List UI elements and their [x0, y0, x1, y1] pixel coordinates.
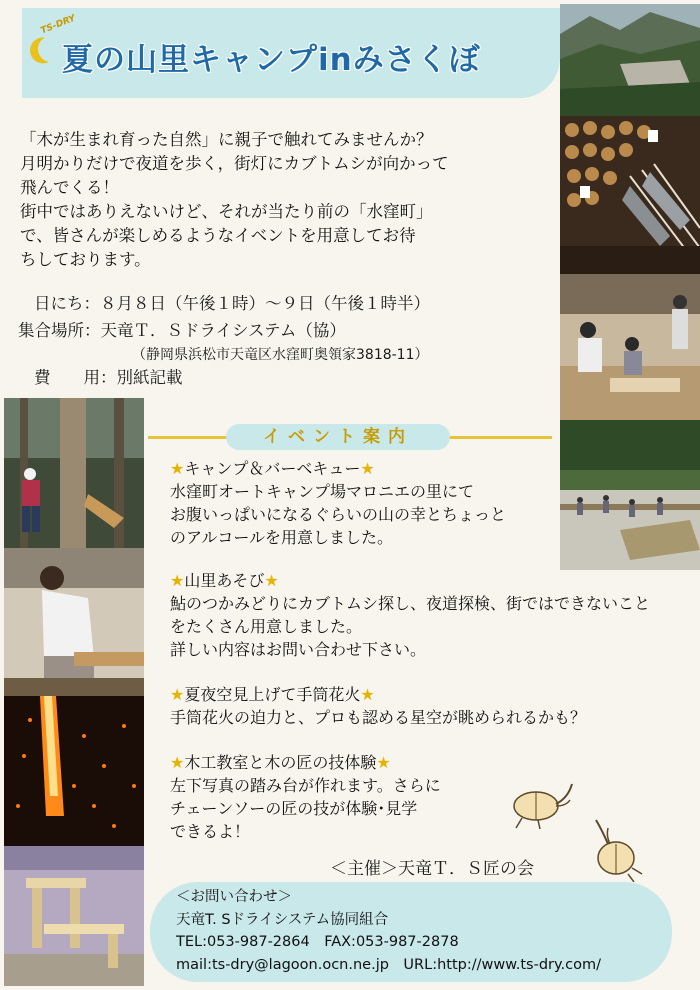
star-icon: ★: [376, 753, 391, 772]
fee-value: 別紙記載: [116, 368, 183, 387]
event-line: のアルコールを用意しました。: [170, 528, 394, 547]
section-heading: イベント案内: [263, 427, 413, 447]
intro-line: ちしております。: [20, 250, 151, 269]
event-title: [170, 750, 391, 773]
event-description: [170, 774, 441, 843]
intro-line: で、皆さんが楽しめるようなイベントを用意してお待: [20, 226, 416, 245]
event-description: [170, 480, 506, 549]
intro-line: 飛んでくる！: [20, 178, 119, 197]
photo-grilled-food: [560, 116, 700, 274]
event-line: 水窪町オートキャンプ場マロニエの里にて: [170, 482, 475, 501]
star-icon: ★: [170, 753, 185, 772]
fee-row: [34, 364, 183, 388]
intro-line: 月明かりだけで夜道を歩く，街灯にカブトムシが向かって: [20, 154, 449, 173]
place-value: 天竜Ｔ．Ｓドライシステム（協）: [100, 321, 346, 340]
photo-river-camp: [560, 420, 700, 570]
address: （静岡県浜松市天竜区水窪町奥領家3818-11）: [132, 347, 429, 363]
brand-mark: TS-DRY: [39, 13, 77, 37]
beetle-icon: [508, 780, 580, 830]
star-icon: ★: [360, 459, 375, 478]
star-icon: ★: [360, 685, 375, 704]
star-icon: ★: [170, 571, 185, 590]
event-line: 詳しい内容はお問い合わせ下さい。: [170, 640, 427, 659]
date-value: ８月８日（午後１時）～９日（午後１時半）: [100, 294, 430, 313]
fee-label: 費 用：: [34, 368, 117, 387]
organizer: ＜主催＞天竜Ｔ．Ｓ匠の会: [330, 859, 534, 879]
intro-line: 街中ではありえないけど、それが当たり前の「水窪町」: [20, 202, 433, 221]
event-line: できるよ！: [170, 822, 251, 841]
place-row: [18, 317, 346, 341]
photo-chainsaw-tree: [4, 398, 144, 548]
star-icon: ★: [264, 571, 279, 590]
date-row: [34, 290, 430, 314]
photo-hand-fireworks: [4, 696, 144, 846]
event-title-text: キャンプ＆バーベキュー: [184, 459, 361, 478]
intro-text: [20, 128, 560, 272]
page-title: 夏の山里キャンプinみさくぼ: [62, 42, 481, 78]
place-label: 集合場所：: [18, 321, 101, 340]
photo-wooden-step-stool: [4, 846, 144, 986]
intro-line: 「木が生まれ育った自然」に親子で触れてみませんか？: [20, 130, 433, 149]
photo-mountain-valley: [560, 4, 700, 116]
contact-org: 天竜T. Sドライシステム協同組合: [176, 911, 389, 928]
event-title: [170, 568, 279, 591]
contact-phone: TEL:053-987-2864 FAX:053-987-2878: [176, 934, 459, 950]
photo-woodworking-class: [560, 274, 700, 420]
event-line: 左下写真の踏み台が作れます。さらに: [170, 776, 441, 795]
contact-heading: ＜お問い合わせ＞: [176, 889, 292, 905]
event-line: をたくさん用意しました。: [170, 617, 363, 636]
event-title-text: 木工教室と木の匠の技体験: [184, 753, 377, 772]
event-line: 鮎のつかみどりにカブトムシ探し、夜道探検、街ではできないこと: [170, 594, 651, 613]
beetle-icon: [588, 816, 644, 882]
contact-web: mail:ts-dry@lagoon.ocn.ne.jp URL:http://www.ts-dry.com/: [176, 956, 601, 973]
photo-carpenter: [4, 548, 144, 696]
event-title: [170, 456, 375, 479]
event-title: [170, 682, 375, 705]
event-title-text: 夏夜空見上げて手筒花火: [184, 685, 361, 704]
date-label: 日にち：: [34, 294, 100, 313]
event-line: チェーンソーの匠の技が体験･見学: [170, 799, 418, 818]
contact-info: [176, 886, 601, 976]
star-icon: ★: [170, 459, 185, 478]
event-description: [170, 592, 650, 661]
event-title-text: 山里あそび: [184, 571, 265, 590]
star-icon: ★: [170, 685, 185, 704]
event-description: [170, 706, 586, 729]
event-line: お腹いっぱいになるぐらいの山の幸とちょっと: [170, 505, 507, 524]
event-line: 手筒花火の迫力と、プロも認める星空が眺められるかも？: [170, 708, 587, 727]
